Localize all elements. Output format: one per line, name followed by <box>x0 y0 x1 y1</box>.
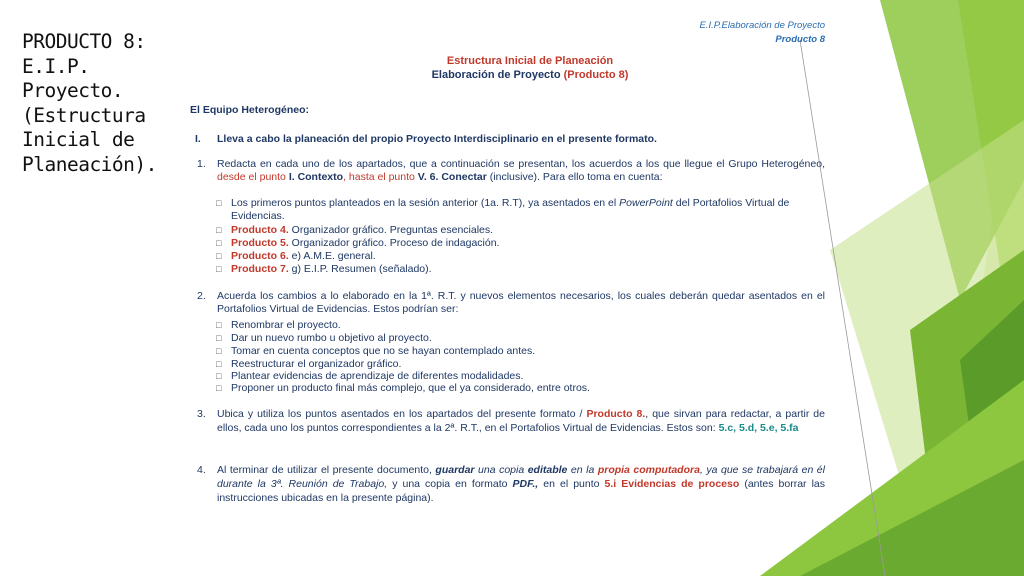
item-text: Al terminar de utilizar el presente documento, guardar una copia editable en la propia computadora, ya que se trabajará en él durante la 3ª. Reunión de Trabajo, y una copia en formato PDF., en el punto 5.i Evidencias de proceso (antes borrar las instrucciones ubicadas en la presente página). <box>217 464 826 504</box>
checkbox-bullet-icon: □ <box>216 238 222 248</box>
section-text: Lleva a cabo la planeación del propio Proyecto Interdisciplinario en el presente formato. <box>217 133 657 145</box>
checkbox-bullet-icon: □ <box>216 333 222 343</box>
doc-subtitle <box>330 69 730 81</box>
list-item: □ Renombrar el proyecto. <box>216 319 341 331</box>
checkbox-bullet-icon: □ <box>216 383 222 393</box>
doc-subtitle-main: Elaboración de Proyecto <box>431 69 561 81</box>
list-item: □ Producto 6. e) A.M.E. general. <box>216 250 376 262</box>
list-item: □ Producto 4. Organizador gráfico. Preguntas esenciales. <box>216 224 494 236</box>
list-item: □ Plantear evidencias de aprendizaje de diferentes modalidades. <box>216 370 524 382</box>
section-number: I. <box>195 133 201 145</box>
instruction-item-2 <box>197 290 825 316</box>
item-text: Acuerda los cambios a lo elaborado en la 1ª. R.T. y nuevos elementos necesarios, los cuales deberán quedar asentados en el Portafolios Virtual de Evidencias. Estos podrían ser: <box>217 290 825 315</box>
checkbox-bullet-icon: □ <box>216 359 222 369</box>
item-number: 3. <box>197 408 206 420</box>
item-number: 4. <box>197 464 206 476</box>
slide-title: PRODUCTO 8: E.I.P. Proyecto. (Estructura Inicial de Planeación). <box>22 30 157 176</box>
checkbox-bullet-icon: □ <box>216 251 222 261</box>
list-item: □ Producto 7. g) E.I.P. Resumen (señalado). <box>216 263 432 275</box>
checkbox-bullet-icon: □ <box>216 371 222 381</box>
instruction-item-4 <box>197 463 825 505</box>
list-item: □ Dar un nuevo rumbo u objetivo al proyecto. <box>216 332 432 344</box>
instruction-item-1 <box>197 158 825 184</box>
header-doc-name: E.I.P.Elaboración de Proyecto <box>699 20 825 31</box>
list-item: □ Producto 5. Organizador gráfico. Proceso de indagación. <box>216 237 500 249</box>
checkbox-bullet-icon: □ <box>216 198 222 208</box>
checkbox-bullet-icon: □ <box>216 320 222 330</box>
item-number: 1. <box>197 158 206 170</box>
item-number: 2. <box>197 290 206 302</box>
checkbox-bullet-icon: □ <box>216 346 222 356</box>
item-text: Ubica y utiliza los puntos asentados en los apartados del presente formato / Producto 8., que sirvan para redactar, a partir de ellos, cada uno los puntos correspondientes a la 2ª. R.T., en el Portafolios Virtual de Evidencias. Estos son: 5.c, 5.d, 5.e, 5.fa <box>217 408 825 434</box>
list-item: □ Proponer un producto final más complejo, que el ya considerado, entre otros. <box>216 382 590 394</box>
doc-title: Estructura Inicial de Planeación <box>446 55 614 67</box>
list-item: □ Los primeros puntos planteados en la sesión anterior (1a. R.T), ya asentados en el PowerPoint del Portafolios Virtual de Evidencias. <box>216 197 790 222</box>
instruction-item-3 <box>197 407 825 435</box>
team-label: El Equipo Heterogéneo: <box>190 104 310 116</box>
header-product: Producto 8 <box>775 34 825 45</box>
doc-subtitle-product: (Producto 8) <box>563 69 629 81</box>
list-item: □ Reestructurar el organizador gráfico. <box>216 358 402 370</box>
checkbox-bullet-icon: □ <box>216 225 222 235</box>
checkbox-bullet-icon: □ <box>216 264 222 274</box>
section-I <box>195 133 657 145</box>
item-text: Redacta en cada uno de los apartados, que a continuación se presentan, los acuerdos a los que llegue el Grupo Heterogéneo, desde el punto I. Contexto, hasta el punto V. 6. Conectar (inclusive). Para ello toma en cuenta: <box>217 158 825 183</box>
list-item: □ Tomar en cuenta conceptos que no se hayan contemplado antes. <box>216 345 536 357</box>
